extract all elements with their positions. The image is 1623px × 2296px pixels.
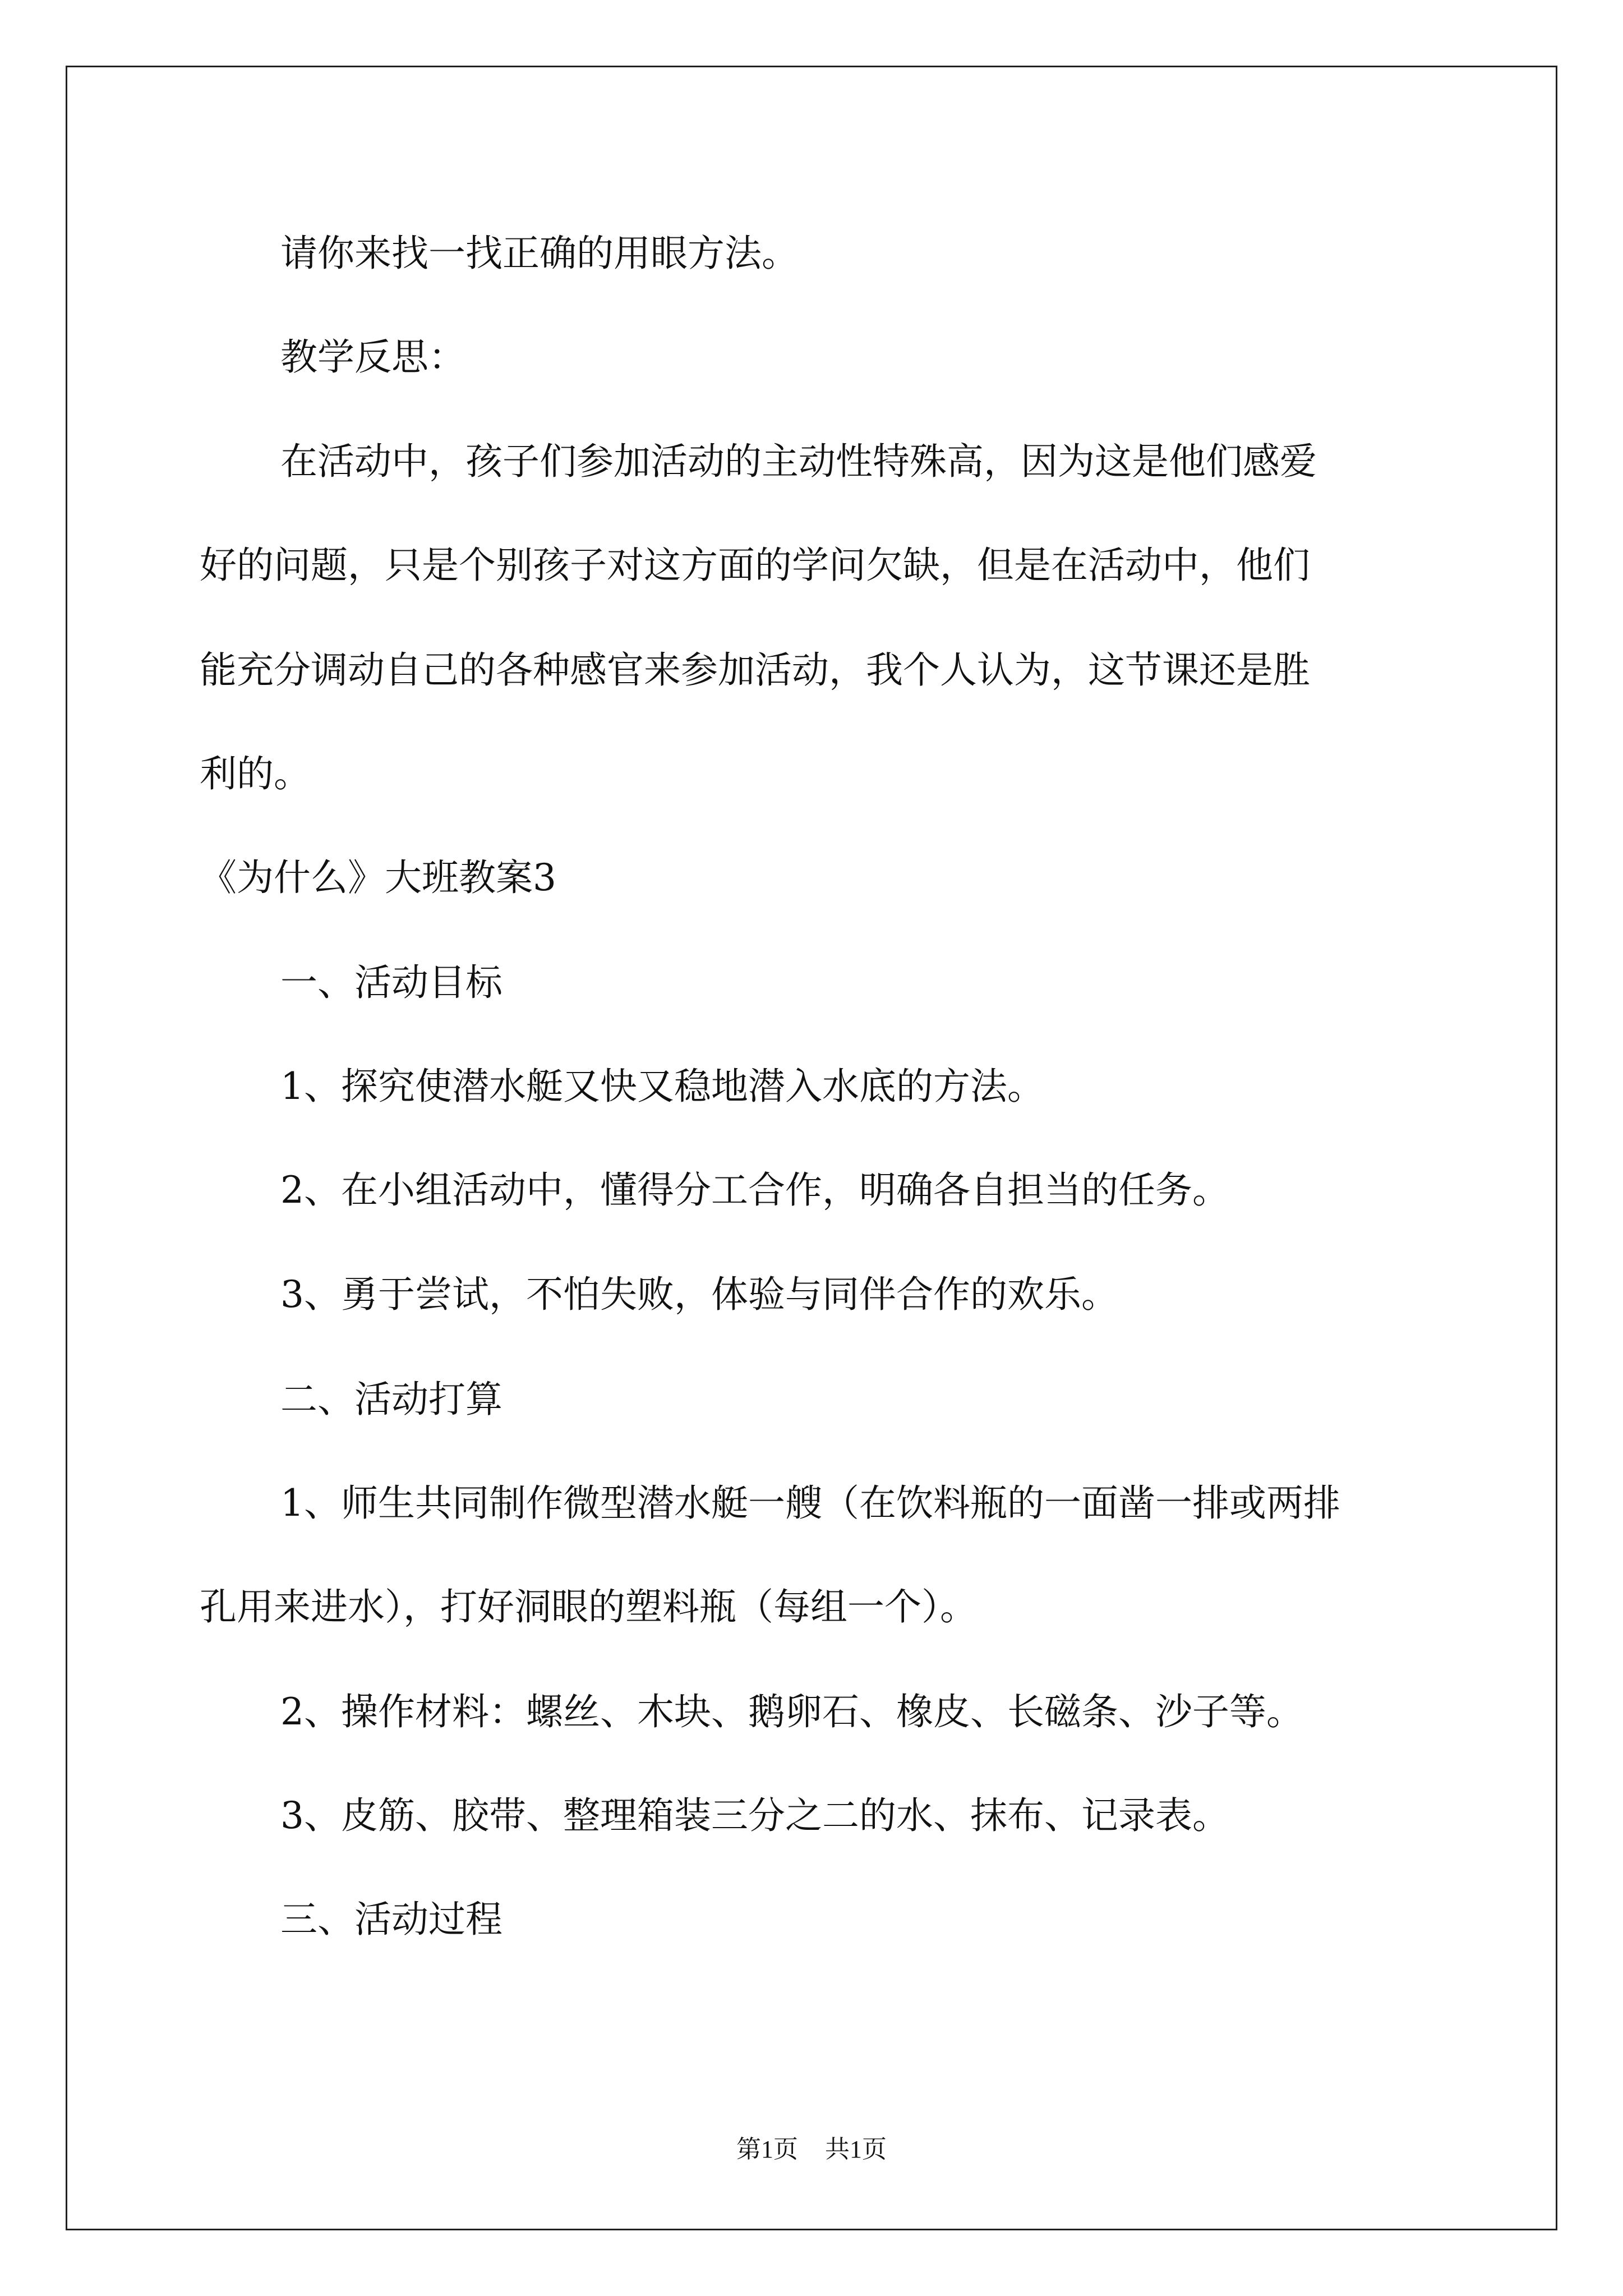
paragraph-line: 2、操作材料：螺丝、木块、鹅卵石、橡皮、长磁条、沙子等。	[280, 1690, 1303, 1733]
paragraph-line: 3、勇于尝试，不怕失败，体验与同伴合作的欢乐。	[280, 1273, 1118, 1316]
page-number: 第1页	[736, 2136, 798, 2163]
paragraph-line: 2、在小组活动中，懂得分工合作，明确各自担当的任务。	[280, 1168, 1229, 1212]
section-title: 《为什么》大班教案3	[200, 856, 556, 899]
paragraph-line: 教学反思：	[280, 335, 465, 379]
paragraph-line: 能充分调动自己的各种感官来参加活动，我个人认为，这节课还是胜	[200, 648, 1310, 692]
page-total: 共1页	[825, 2136, 887, 2163]
heading: 二、活动打算	[280, 1378, 502, 1421]
paragraph-line: 请你来找一找正确的用眼方法。	[280, 232, 799, 275]
heading: 一、活动目标	[280, 961, 502, 1004]
paragraph-line: 1、师生共同制作微型潜水艇一艘（在饮料瓶的一面凿一排或两排	[280, 1481, 1340, 1525]
paragraph-line: 3、皮筋、胶带、整理箱装三分之二的水、抹布、记录表。	[280, 1794, 1229, 1837]
page-footer	[0, 2129, 1623, 2165]
paragraph-line: 1、探究使潜水艇又快又稳地潜入水底的方法。	[280, 1065, 1044, 1108]
paragraph-line: 孔用来进水），打好洞眼的塑料瓶（每组一个）。	[200, 1585, 977, 1628]
heading: 三、活动过程	[280, 1898, 502, 1941]
paragraph-line: 好的问题，只是个别孩子对这方面的学问欠缺，但是在活动中，他们	[200, 544, 1310, 587]
paragraph-line: 在活动中，孩子们参加活动的主动性特殊高，因为这是他们感爱	[280, 440, 1317, 483]
paragraph-line: 利的。	[200, 752, 311, 795]
